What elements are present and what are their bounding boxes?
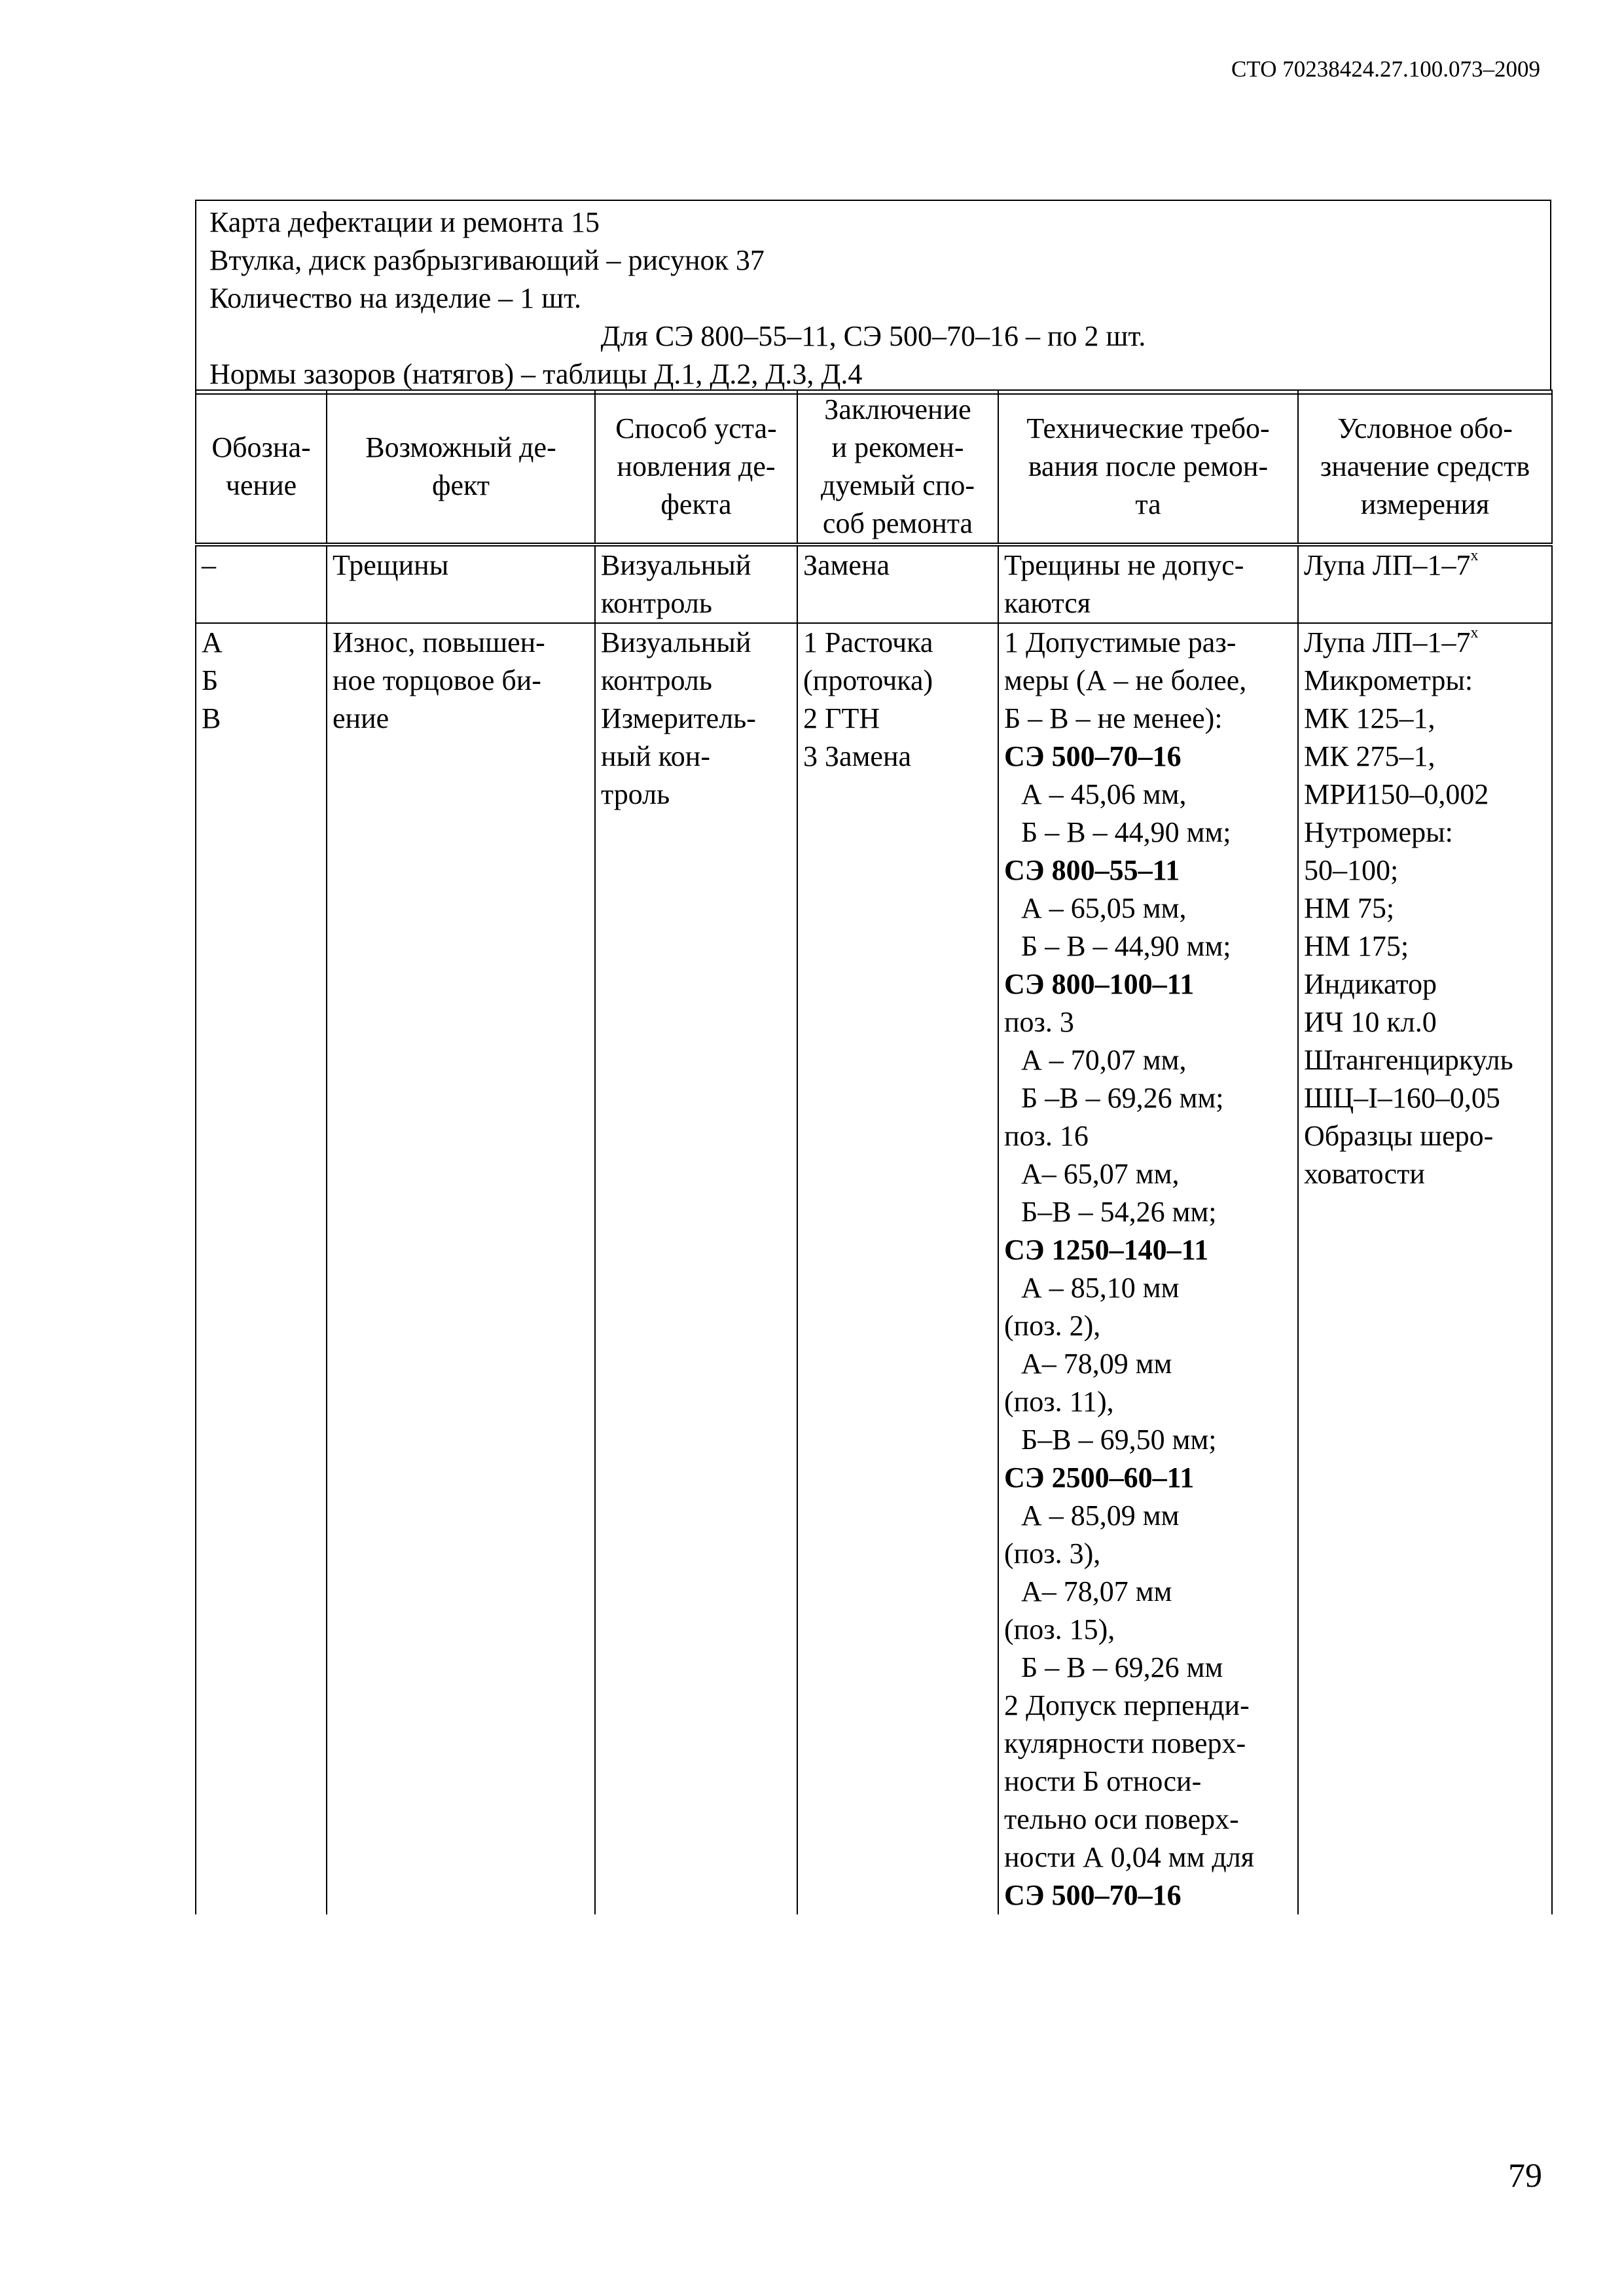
- text-line: ховатости: [1304, 1158, 1425, 1190]
- text-line: Штангенциркуль: [1304, 1044, 1513, 1076]
- requirement-line: Б – В – 44,90 мм;: [1021, 930, 1231, 962]
- col-header-instruments: [1298, 390, 1552, 545]
- requirement-line: А – 85,10 мм: [1021, 1272, 1180, 1304]
- text-line: 1 Расточка: [803, 626, 933, 658]
- col-header-designation: [196, 390, 327, 545]
- text-line: В: [202, 702, 221, 734]
- text-line: измерения: [1360, 488, 1490, 520]
- requirement-line: тельно оси поверх-: [1004, 1803, 1239, 1835]
- requirement-line: Б – В – 69,26 мм: [1021, 1651, 1223, 1683]
- text-line: Визуальный: [601, 626, 751, 658]
- model-heading: СЭ 1250–140–11: [1004, 1234, 1209, 1266]
- text-line: Условное обо-: [1337, 412, 1513, 444]
- document-code: СТО 70238424.27.100.073–2009: [1231, 56, 1540, 82]
- text-line: ИЧ 10 кл.0: [1304, 1006, 1437, 1038]
- part-name: Втулка, диск разбрызгивающий – рисунок 37: [209, 244, 765, 276]
- instrument-superscript: x: [1470, 547, 1479, 564]
- cell-method: [595, 623, 797, 1914]
- text-line: МК 275–1,: [1304, 740, 1435, 772]
- card-title: Карта дефектации и ремонта 15: [209, 206, 600, 238]
- defect-table: [195, 389, 1553, 1914]
- text-line: ное торцовое би-: [333, 664, 541, 696]
- text-line: ШЦ–I–160–0,05: [1304, 1082, 1500, 1114]
- clearance-norms: Нормы зазоров (натягов) – таблицы Д.1, Д.2, Д.3, Д.4: [209, 355, 1550, 393]
- text-line: Индикатор: [1304, 968, 1437, 1000]
- text-line: Измеритель-: [601, 702, 756, 734]
- requirement-line: кулярности поверх-: [1004, 1727, 1246, 1759]
- requirement-line: Б – В – 44,90 мм;: [1021, 816, 1231, 848]
- text-line: Возможный де-: [365, 431, 556, 463]
- requirement-line: А– 78,09 мм: [1021, 1348, 1172, 1380]
- text-line: каются: [1004, 587, 1091, 619]
- text-line: ный кон-: [601, 740, 710, 772]
- text-line: Нутромеры:: [1304, 816, 1453, 848]
- col-header-conclusion: [797, 390, 998, 545]
- cell-defect: [327, 623, 595, 1914]
- model-heading: СЭ 800–55–11: [1004, 854, 1180, 886]
- model-heading: СЭ 2500–60–11: [1004, 1462, 1195, 1494]
- requirement-line: Б –В – 69,26 мм;: [1021, 1082, 1224, 1114]
- cell-requirements: [998, 623, 1298, 1914]
- requirement-line: Б – В – не менее):: [1004, 702, 1223, 734]
- requirement-line: (поз. 3),: [1004, 1537, 1101, 1570]
- text-line: дуемый спо-: [820, 469, 975, 501]
- text-line: новления де-: [617, 450, 776, 482]
- requirement-line: поз. 16: [1004, 1120, 1089, 1152]
- text-line: троль: [601, 778, 670, 810]
- model-heading: СЭ 500–70–16: [1004, 1879, 1182, 1911]
- text-line: фекта: [660, 488, 732, 520]
- cell-designation: [196, 623, 327, 1914]
- text-line: контроль: [601, 587, 712, 619]
- requirement-line: А – 70,07 мм,: [1021, 1044, 1187, 1076]
- instrument-magnifier-line: [1304, 624, 1547, 662]
- cell-defect: Трещины: [327, 545, 595, 623]
- text-line: Обозна-: [211, 431, 311, 463]
- requirement-line: ности А 0,04 мм для: [1004, 1841, 1254, 1873]
- text-line: Способ уста-: [615, 412, 777, 444]
- text-line: НМ 75;: [1304, 892, 1395, 924]
- requirement-line: Б–В – 69,50 мм;: [1021, 1424, 1217, 1456]
- table-header-row: [196, 390, 1552, 545]
- text-line: Трещины не допус-: [1004, 549, 1244, 581]
- text-line: Микрометры:: [1304, 664, 1473, 696]
- instrument-magnifier: Лупа ЛП–1–7: [1304, 626, 1471, 658]
- requirement-line: 2 Допуск перпенди-: [1004, 1689, 1250, 1721]
- requirement-line: (поз. 15),: [1004, 1613, 1115, 1645]
- requirement-line: меры (А – не более,: [1004, 664, 1247, 696]
- requirement-line: поз. 3: [1004, 1006, 1074, 1038]
- cell-designation: –: [196, 545, 327, 623]
- requirement-line: А – 45,06 мм,: [1021, 778, 1187, 810]
- text-line: та: [1135, 488, 1161, 520]
- text-line: А: [202, 626, 223, 658]
- defect-repair-card: [195, 200, 1551, 1914]
- text-line: ение: [333, 702, 389, 734]
- model-heading: СЭ 800–100–11: [1004, 968, 1195, 1000]
- text-line: чение: [225, 469, 297, 501]
- text-line: МРИ150–0,002: [1304, 778, 1489, 810]
- table-row: [196, 545, 1552, 623]
- cell-instruments: [1298, 545, 1552, 623]
- text-line: Технические требо-: [1026, 412, 1270, 444]
- requirement-line: (поз. 11),: [1004, 1386, 1114, 1418]
- table-row: [196, 623, 1552, 1914]
- requirement-line: А– 65,07 мм,: [1021, 1158, 1180, 1190]
- text-line: контроль: [601, 664, 712, 696]
- cell-conclusion: [797, 623, 998, 1914]
- text-line: значение средств: [1320, 450, 1530, 482]
- cell-requirements: [998, 545, 1298, 623]
- text-line: Заключение: [824, 393, 971, 425]
- text-line: и рекомен-: [831, 431, 964, 463]
- col-header-requirements: [998, 390, 1298, 545]
- requirement-line: 1 Допустимые раз-: [1004, 626, 1236, 658]
- text-line: 50–100;: [1304, 854, 1399, 886]
- text-line: фект: [431, 469, 490, 501]
- requirement-line: А – 85,09 мм: [1021, 1499, 1180, 1532]
- text-line: НМ 175;: [1304, 930, 1409, 962]
- text-line: МК 125–1,: [1304, 702, 1435, 734]
- cell-instruments: [1298, 623, 1552, 1914]
- model-heading: СЭ 500–70–16: [1004, 740, 1182, 772]
- requirement-line: Б–В – 54,26 мм;: [1021, 1196, 1217, 1228]
- col-header-defect: [327, 390, 595, 545]
- text-line: (проточка): [803, 664, 933, 696]
- instrument-list: [1304, 662, 1547, 1193]
- quantity-per-unit: Количество на изделие – 1 шт.: [209, 282, 582, 314]
- instrument-superscript: x: [1470, 624, 1479, 641]
- text-line: соб ремонта: [822, 507, 973, 539]
- requirement-line: А– 78,07 мм: [1021, 1575, 1172, 1607]
- card-header: [195, 200, 1551, 389]
- text-line: вания после ремон-: [1028, 450, 1269, 482]
- col-header-detection-method: [595, 390, 797, 545]
- text-line: Визуальный: [601, 549, 751, 581]
- instrument-magnifier: Лупа ЛП–1–7: [1304, 549, 1471, 581]
- text-line: Образцы шеро-: [1304, 1120, 1494, 1152]
- text-line: Б: [202, 664, 219, 696]
- requirement-line: ности Б относи-: [1004, 1765, 1202, 1797]
- requirement-line: (поз. 2),: [1004, 1310, 1101, 1342]
- quantity-exception: Для СЭ 800–55–11, СЭ 500–70–16 – по 2 шт.: [600, 320, 1146, 352]
- requirement-line: А – 65,05 мм,: [1021, 892, 1187, 924]
- cell-method: [595, 545, 797, 623]
- text-line: 2 ГТН: [803, 702, 880, 734]
- page-number: 79: [1508, 2157, 1542, 2195]
- text-line: 3 Замена: [803, 740, 912, 772]
- text-line: Износ, повышен-: [333, 626, 545, 658]
- cell-conclusion: Замена: [797, 545, 998, 623]
